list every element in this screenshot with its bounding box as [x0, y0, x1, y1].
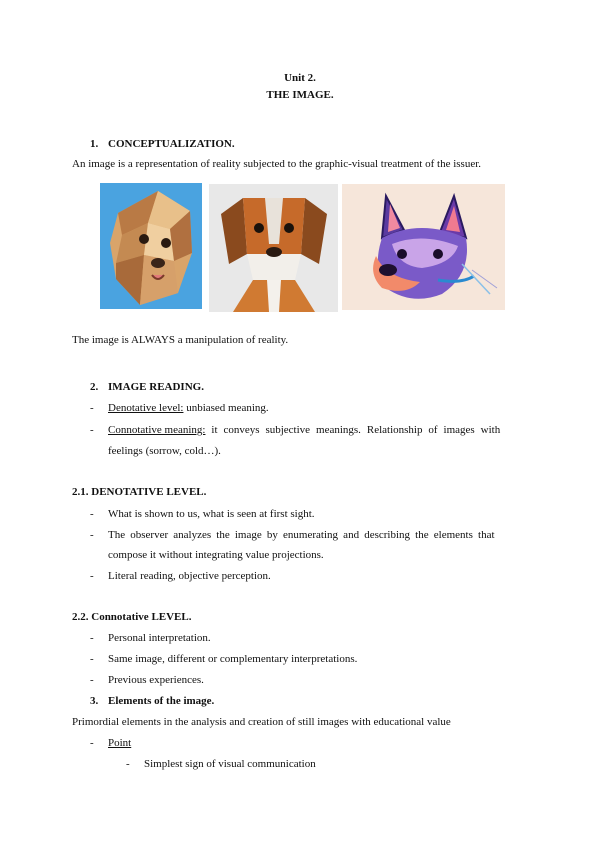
list-item: What is shown to us, what is seen at first sight. [108, 508, 315, 520]
sub-list-bullet: - [126, 758, 130, 770]
section2-heading: IMAGE READING. [108, 381, 204, 393]
connotative-meaning-text: it conveys subjective meanings. Relationship of images with [205, 424, 501, 436]
list-bullet: - [90, 570, 94, 582]
list-item: Personal interpretation. [108, 632, 211, 644]
image-curly-dog [100, 183, 202, 309]
list-item: Previous experiences. [108, 674, 204, 686]
list-bullet: - [90, 529, 94, 541]
curly-dog-illustration [100, 183, 202, 309]
list-bullet: - [90, 402, 94, 414]
list-item: Same image, different or complementary interpretations. [108, 653, 358, 665]
section21-heading: 2.1. DENOTATIVE LEVEL. [72, 486, 207, 498]
list-bullet: - [90, 508, 94, 520]
section3-intro: Primordial elements in the analysis and creation of still images with educational value [72, 716, 451, 728]
point-label: Point [108, 737, 132, 749]
list-bullet: - [90, 632, 94, 644]
list-bullet: - [90, 653, 94, 665]
image-beagle-puppy [209, 184, 338, 312]
section1-closing: The image is ALWAYS a manipulation of reality. [72, 334, 289, 346]
list-bullet: - [90, 737, 94, 749]
section3-heading: Elements of the image. [108, 695, 215, 707]
image-french-bulldog [342, 184, 505, 310]
list-item-continuation: compose it without integrating value projections. [108, 549, 324, 561]
list-bullet: - [90, 674, 94, 686]
beagle-puppy-illustration [209, 184, 338, 312]
sub-list-item: Simplest sign of visual communication [144, 758, 316, 770]
section1-intro: An image is a representation of reality subjected to the graphic-visual treatment of the issuer. [72, 158, 482, 170]
section1-heading: CONCEPTUALIZATION. [108, 138, 235, 150]
unit-label: Unit 2. [284, 72, 316, 84]
denotative-level-label: Denotative level: [108, 402, 184, 414]
section3-number: 3. [90, 695, 99, 707]
list-bullet: - [90, 424, 94, 436]
denotative-level-text: unbiased meaning. [183, 402, 269, 414]
section22-heading: 2.2. Connotative LEVEL. [72, 611, 192, 623]
connotative-meaning-label: Connotative meaning: [108, 424, 206, 436]
french-bulldog-illustration [342, 184, 505, 310]
list-item [108, 424, 527, 436]
list-item: The observer analyzes the image by enumerating and describing the elements that [108, 529, 495, 541]
list-item: Literal reading, objective perception. [108, 570, 271, 582]
section1-number: 1. [90, 138, 99, 150]
connotative-meaning-continuation: feelings (sorrow, cold…). [108, 445, 221, 457]
page-title: THE IMAGE. [266, 89, 334, 101]
list-item [108, 402, 269, 414]
section2-number: 2. [90, 381, 99, 393]
